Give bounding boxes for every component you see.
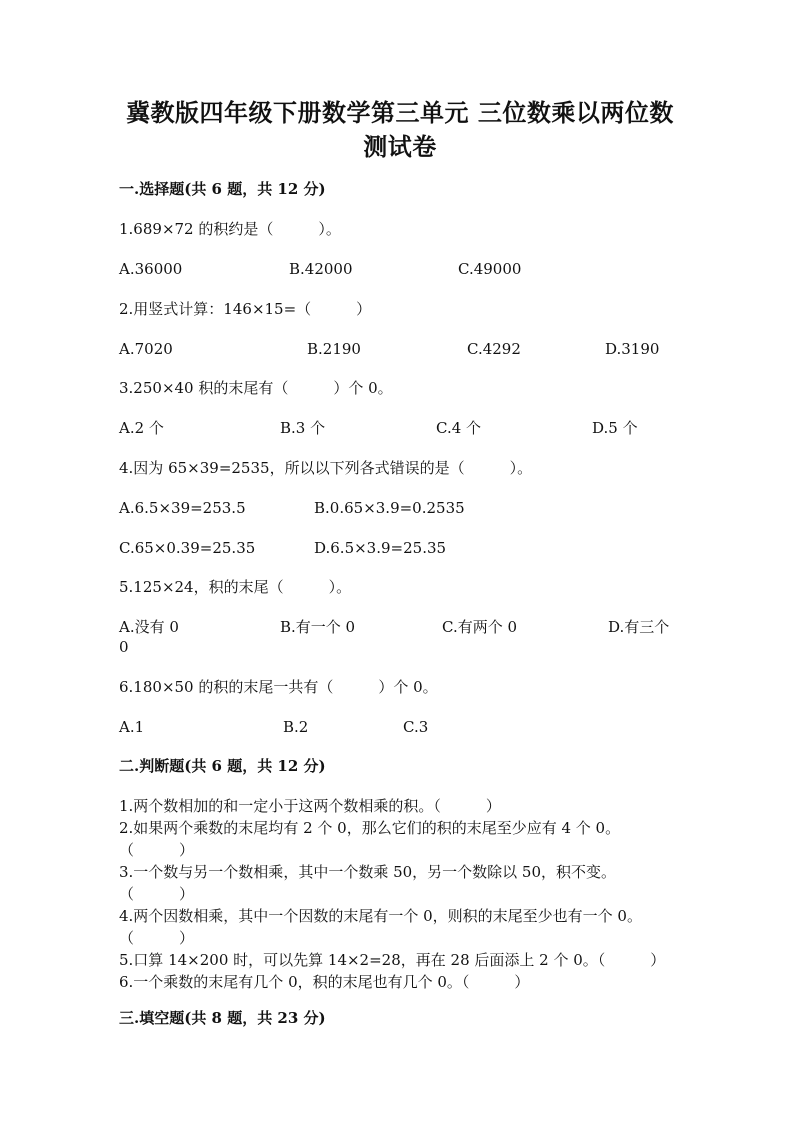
option: D.5 个 <box>592 419 638 437</box>
option: A.6.5×39=253.5 <box>119 499 246 517</box>
option: D.6.5×3.9=25.35 <box>314 539 447 557</box>
question-stem: 3.250×40 积的末尾有（ ）个 0。 <box>119 379 393 397</box>
option: A.36000 <box>119 260 183 278</box>
question-stem: 1.689×72 的积约是（ ）。 <box>119 220 341 238</box>
option: D.有三个 <box>608 618 670 636</box>
option: B.2190 <box>307 340 361 358</box>
option: B.42000 <box>289 260 353 278</box>
option: B.有一个 0 <box>280 618 356 636</box>
true-false-item: 4.两个因数相乘，其中一个因数的末尾有一个 0，则积的末尾至少也有一个 0。 <box>119 907 642 925</box>
option: A.没有 0 <box>119 618 179 636</box>
true-false-item: 3.一个数与另一个数相乘，其中一个数乘 50，另一个数除以 50，积不变。 <box>119 863 617 881</box>
option: C.有两个 0 <box>442 618 518 636</box>
option: D.3190 <box>605 340 660 358</box>
page-title: 冀教版四年级下册数学第三单元 三位数乘以两位数 <box>126 98 674 127</box>
option: B.0.65×3.9=0.2535 <box>314 499 465 517</box>
option: C.49000 <box>458 260 522 278</box>
section-heading-fill-blank: 三.填空题(共 8 题，共 23 分) <box>119 1009 326 1027</box>
true-false-item: 6.一个乘数的末尾有几个 0，积的末尾也有几个 0。（ ） <box>119 973 530 991</box>
option: C.4292 <box>467 340 521 358</box>
true-false-item: 1.两个数相加的和一定小于这两个数相乘的积。（ ） <box>119 797 501 815</box>
page-title-continued: 测试卷 <box>363 132 437 161</box>
answer-blank: （ ） <box>119 841 195 859</box>
option: B.3 个 <box>280 419 326 437</box>
true-false-item: 2.如果两个乘数的末尾均有 2 个 0，那么它们的积的末尾至少应有 4 个 0。 <box>119 819 621 837</box>
section-heading-true-false: 二.判断题(共 6 题，共 12 分) <box>119 757 326 775</box>
question-stem: 2.用竖式计算：146×15=（ ） <box>119 300 372 318</box>
answer-blank: （ ） <box>119 885 195 903</box>
question-stem: 5.125×24，积的末尾（ ）。 <box>119 578 352 596</box>
option: C.4 个 <box>436 419 482 437</box>
option: A.7020 <box>119 340 173 358</box>
option: A.2 个 <box>119 419 164 437</box>
option: C.3 <box>403 718 429 736</box>
question-stem: 6.180×50 的积的末尾一共有（ ）个 0。 <box>119 678 438 696</box>
answer-blank: （ ） <box>119 929 195 947</box>
question-stem: 4.因为 65×39=2535，所以以下列各式错误的是（ ）。 <box>119 459 533 477</box>
option: B.2 <box>283 718 309 736</box>
true-false-item: 5.口算 14×200 时，可以先算 14×2=28，再在 28 后面添上 2 个 0。（ ） <box>119 951 666 969</box>
option: C.65×0.39=25.35 <box>119 539 256 557</box>
section-heading-choice: 一.选择题(共 6 题，共 12 分) <box>119 180 326 198</box>
option: A.1 <box>119 718 145 736</box>
option-wrap: 0 <box>119 638 129 656</box>
